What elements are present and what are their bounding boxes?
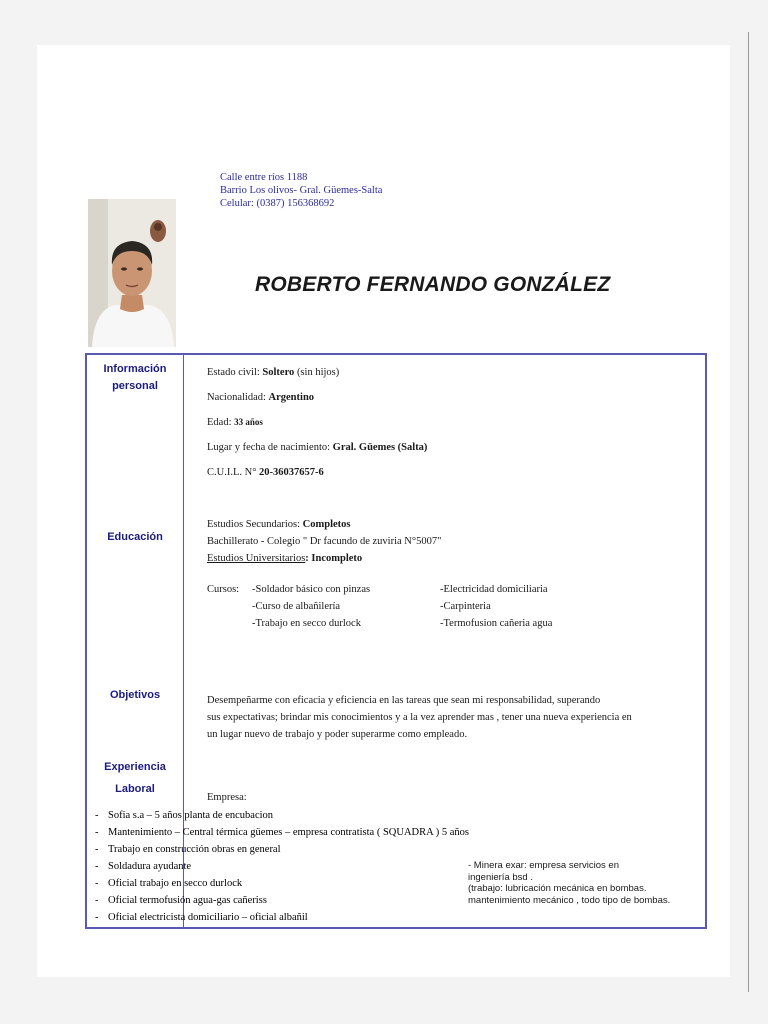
contact-phone: Celular: (0387) 156368692 (220, 198, 335, 209)
contact-address: Calle entre ríos 1188 (220, 172, 308, 183)
experience-item: - Oficial electricista domiciliario – oficial albañil (95, 909, 469, 926)
experience-item: - Oficial termofusión agua-gas cañeriss (95, 892, 469, 909)
objective-line: sus expectativas; brindar mis conocimientos y a la vez aprender mas , tener una nueva experiencia en (207, 712, 632, 723)
objective-line: Desempeñarme con eficacia y eficiencia en las tareas que sean mi responsabilidad, superando (207, 695, 601, 706)
section-label: Información (103, 363, 167, 375)
courses-label: Cursos: (207, 584, 240, 595)
section-objectives: Objetivos (109, 689, 161, 701)
section-experience (87, 759, 183, 798)
cv-page (37, 45, 730, 977)
section-label: personal (112, 380, 158, 392)
section-personal-info (87, 361, 183, 395)
contact-neighborhood: Barrio Los olivos- Gral. Güemes-Salta (220, 185, 383, 196)
university-studies: Estudios Universitarios: Incompleto (207, 553, 363, 564)
secondary-studies: Estudios Secundarios: Completos (207, 519, 351, 530)
note-line: mantenimiento mecánico , todo tipo de bombas. (468, 894, 671, 906)
contact-block (220, 171, 382, 210)
course-item: -Soldador básico con pinzas (252, 584, 371, 595)
note-line: ingeniería bsd . (468, 871, 533, 883)
experience-item: - Mantenimiento – Central térmica güemes – empresa contratista ( SQUADRA ) 5 años (95, 824, 469, 841)
experience-item: - Sofia s.a – 5 años planta de encubacion (95, 807, 469, 824)
birth-place: Lugar y fecha de nacimiento: Gral. Güemes (Salta) (207, 442, 428, 453)
course-item: -Termofusion cañeria agua (440, 618, 553, 629)
section-label: Experiencia (104, 761, 166, 773)
note-line: - Minera exar: empresa servicios en (468, 860, 619, 871)
cv-content-frame (85, 353, 707, 929)
course-item: -Carpinteria (440, 601, 491, 612)
civil-status: Estado civil: Soltero (sin hijos) (207, 367, 340, 378)
experience-item: - Oficial trabajo en secco durlock (95, 875, 469, 892)
course-item: -Curso de albañilería (252, 601, 341, 612)
nationality: Nacionalidad: Argentino (207, 392, 315, 403)
candidate-name: ROBERTO FERNANDO GONZÁLEZ (255, 273, 611, 296)
profile-photo (88, 199, 176, 347)
company-label: Empresa: (207, 792, 247, 803)
experience-item: - Soldadura ayudante (95, 858, 469, 875)
page-edge-line (748, 32, 749, 992)
age: Edad: 33 años (207, 417, 263, 428)
experience-list (95, 807, 469, 926)
section-education: Educación (107, 531, 163, 543)
objective-line: un lugar nuevo de trabajo y poder superarme como empleado. (207, 729, 468, 740)
course-item: -Trabajo en secco durlock (252, 618, 361, 629)
mining-company-note (468, 860, 670, 906)
baccalaureate: Bachillerato - Colegio " Dr facundo de zuviria N°5007" (207, 536, 442, 547)
experience-item: - Trabajo en construcción obras en general (95, 841, 469, 858)
cuil-number: C.U.I.L. N° 20-36037657-6 (207, 467, 324, 478)
section-label: Laboral (115, 783, 155, 795)
note-line: (trabajo: lubricación mecánica en bombas. (468, 883, 647, 894)
course-item: -Electricidad domiciliaria (440, 584, 548, 595)
